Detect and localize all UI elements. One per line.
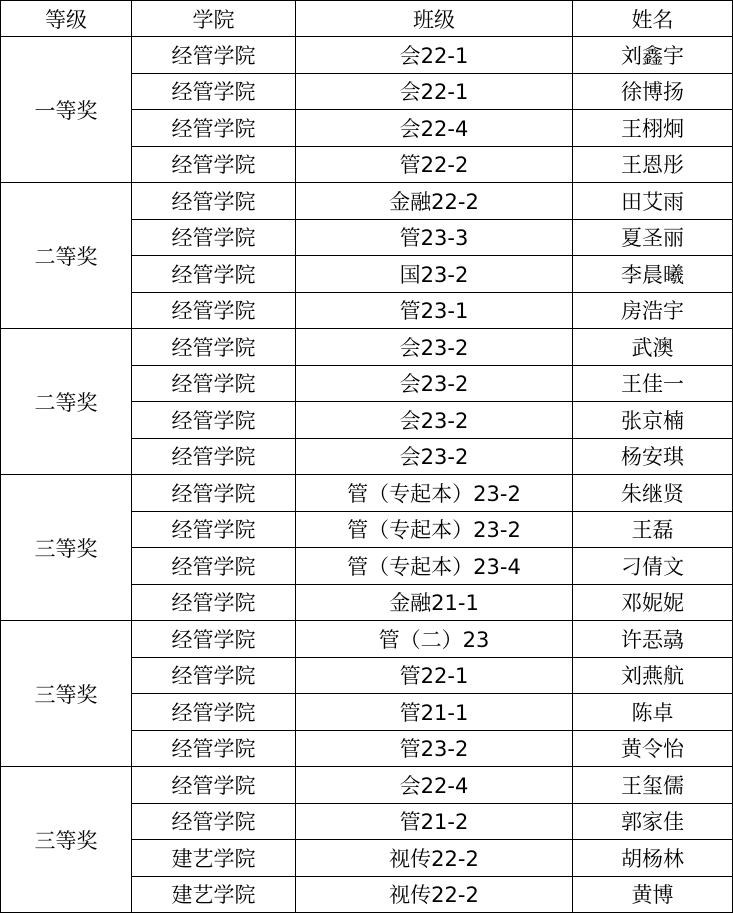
award-level-cell: 三等奖 (1, 767, 132, 913)
college-cell: 经管学院 (132, 37, 296, 74)
column-header-college: 学院 (132, 1, 296, 37)
college-cell: 经管学院 (132, 694, 296, 731)
student-name-cell: 刘燕航 (573, 657, 733, 694)
student-name-cell: 陈卓 (573, 694, 733, 731)
college-cell: 经管学院 (132, 219, 296, 256)
class-cell: 会22-4 (296, 767, 573, 804)
student-name-cell: 郭家佳 (573, 803, 733, 840)
student-name-cell: 黄令怡 (573, 730, 733, 767)
college-cell: 建艺学院 (132, 876, 296, 913)
class-cell: 管（二）23 (296, 621, 573, 658)
college-cell: 经管学院 (132, 803, 296, 840)
class-cell: 管21-1 (296, 694, 573, 731)
award-level-cell: 三等奖 (1, 475, 132, 621)
student-name-cell: 邓妮妮 (573, 584, 733, 621)
college-cell: 经管学院 (132, 438, 296, 475)
table-row (1, 183, 733, 220)
class-cell: 国23-2 (296, 256, 573, 293)
student-name-cell: 王磊 (573, 511, 733, 548)
college-cell: 经管学院 (132, 730, 296, 767)
student-name-cell: 黄博 (573, 876, 733, 913)
college-cell: 经管学院 (132, 292, 296, 329)
college-cell: 经管学院 (132, 146, 296, 183)
student-name-cell: 徐博扬 (573, 73, 733, 110)
column-header-name: 姓名 (573, 1, 733, 37)
award-level-cell: 二等奖 (1, 329, 132, 475)
student-name-cell: 李晨曦 (573, 256, 733, 293)
column-header-class: 班级 (296, 1, 573, 37)
class-cell: 会23-2 (296, 402, 573, 439)
table-row (1, 767, 733, 804)
college-cell: 经管学院 (132, 110, 296, 147)
student-name-cell: 王栩炯 (573, 110, 733, 147)
table-row (1, 329, 733, 366)
class-cell: 金融21-1 (296, 584, 573, 621)
college-cell: 经管学院 (132, 329, 296, 366)
class-cell: 金融22-2 (296, 183, 573, 220)
student-name-cell: 王玺儒 (573, 767, 733, 804)
student-name-cell: 王佳一 (573, 365, 733, 402)
class-cell: 管21-2 (296, 803, 573, 840)
college-cell: 建艺学院 (132, 840, 296, 877)
class-cell: 管23-1 (296, 292, 573, 329)
table-header-row (1, 1, 733, 37)
award-level-cell: 二等奖 (1, 183, 132, 329)
college-cell: 经管学院 (132, 183, 296, 220)
table-row (1, 37, 733, 74)
class-cell: 会23-2 (296, 438, 573, 475)
college-cell: 经管学院 (132, 73, 296, 110)
student-name-cell: 田艾雨 (573, 183, 733, 220)
student-name-cell: 夏圣丽 (573, 219, 733, 256)
class-cell: 管（专起本）23-2 (296, 475, 573, 512)
class-cell: 视传22-2 (296, 876, 573, 913)
class-cell: 管22-1 (296, 657, 573, 694)
class-cell: 会22-1 (296, 37, 573, 74)
class-cell: 会22-1 (296, 73, 573, 110)
class-cell: 管（专起本）23-4 (296, 548, 573, 585)
student-name-cell: 刘鑫宇 (573, 37, 733, 74)
class-cell: 管22-2 (296, 146, 573, 183)
student-name-cell: 刁倩文 (573, 548, 733, 585)
table-body (1, 37, 733, 913)
award-level-cell: 一等奖 (1, 37, 132, 183)
student-name-cell: 朱继贤 (573, 475, 733, 512)
college-cell: 经管学院 (132, 402, 296, 439)
student-name-cell: 武澳 (573, 329, 733, 366)
class-cell: 视传22-2 (296, 840, 573, 877)
college-cell: 经管学院 (132, 365, 296, 402)
table-row (1, 475, 733, 512)
column-header-level: 等级 (1, 1, 132, 37)
class-cell: 会23-2 (296, 329, 573, 366)
class-cell: 会22-4 (296, 110, 573, 147)
college-cell: 经管学院 (132, 767, 296, 804)
college-cell: 经管学院 (132, 621, 296, 658)
student-name-cell: 许忢骉 (573, 621, 733, 658)
student-name-cell: 胡杨林 (573, 840, 733, 877)
class-cell: 管23-3 (296, 219, 573, 256)
class-cell: 管23-2 (296, 730, 573, 767)
table-row (1, 621, 733, 658)
table-header (1, 1, 733, 37)
college-cell: 经管学院 (132, 584, 296, 621)
college-cell: 经管学院 (132, 475, 296, 512)
student-name-cell: 房浩宇 (573, 292, 733, 329)
student-name-cell: 王恩彤 (573, 146, 733, 183)
student-name-cell: 张京楠 (573, 402, 733, 439)
award-level-cell: 三等奖 (1, 621, 132, 767)
college-cell: 经管学院 (132, 511, 296, 548)
college-cell: 经管学院 (132, 548, 296, 585)
student-name-cell: 杨安琪 (573, 438, 733, 475)
college-cell: 经管学院 (132, 657, 296, 694)
college-cell: 经管学院 (132, 256, 296, 293)
class-cell: 会23-2 (296, 365, 573, 402)
class-cell: 管（专起本）23-2 (296, 511, 573, 548)
